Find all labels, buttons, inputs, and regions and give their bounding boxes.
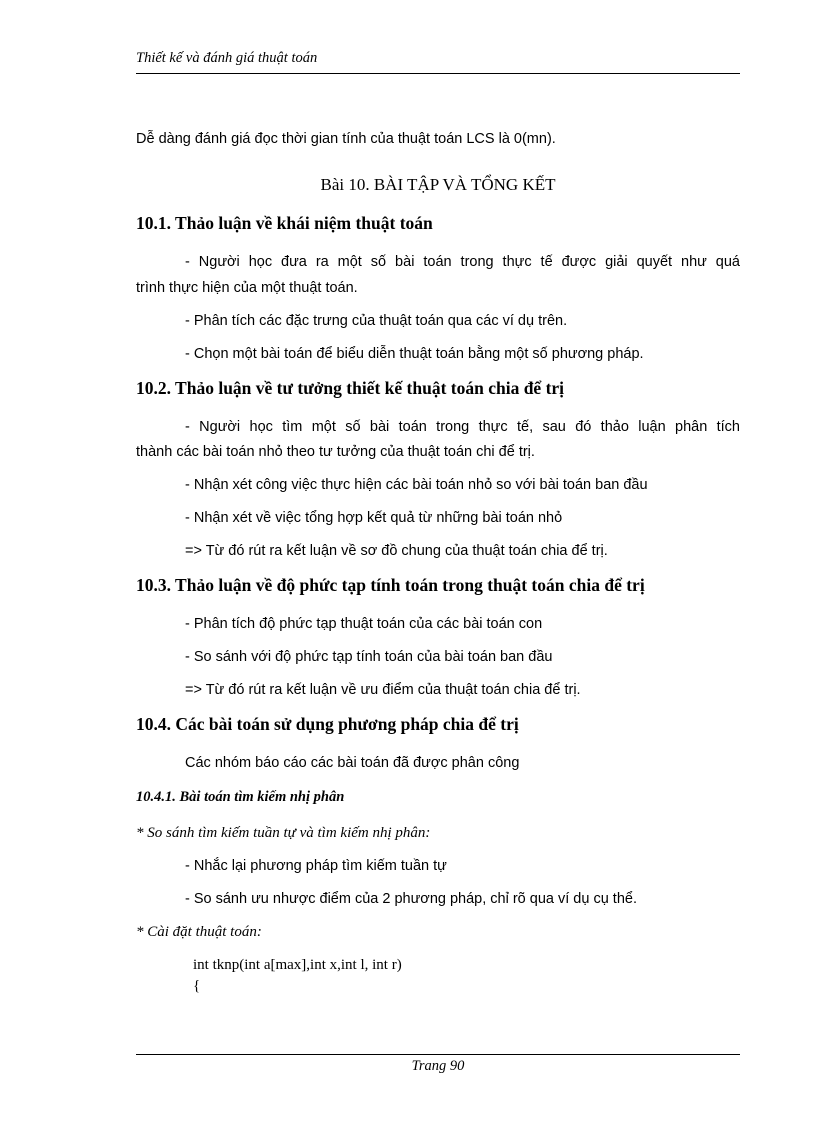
paragraph-line: trình thực hiện của một thuật toán. (136, 280, 358, 296)
section-heading-10-1: 10.1. Thảo luận về khái niệm thuật toán (136, 213, 433, 233)
paragraph-line: - Người học đưa ra một số bài toán trong thực tế được giải quyết như quá (185, 254, 740, 270)
section-heading-10-4: 10.4. Các bài toán sử dụng phương pháp chia để trị (136, 714, 519, 734)
section-heading-10-3: 10.3. Thảo luận về độ phức tạp tính toán trong thuật toán chia để trị (136, 575, 645, 595)
code-line: { (193, 978, 201, 994)
section-heading-10-2: 10.2. Thảo luận về tư tưởng thiết kế thuật toán chia để trị (136, 378, 565, 398)
paragraph-line: thành các bài toán nhỏ theo tư tưởng của thuật toán chi để trị. (136, 444, 535, 460)
running-header: Thiết kế và đánh giá thuật toán (136, 50, 318, 66)
paragraph-line: - Chọn một bài toán để biểu diễn thuật toán bằng một số phương pháp. (185, 346, 644, 362)
footer-rule (136, 1054, 740, 1055)
paragraph-line: - Phân tích các đặc trưng của thuật toán qua các ví dụ trên. (185, 313, 568, 329)
implementation-label: * Cài đặt thuật toán: (136, 924, 262, 940)
page-number: Trang 90 (411, 1058, 465, 1074)
paragraph-line: - Phân tích độ phức tạp thuật toán của các bài toán con (185, 616, 543, 632)
header-rule (136, 73, 740, 74)
paragraph-line: - Người học tìm một số bài toán trong thực tế, sau đó thảo luận phân tích (185, 419, 740, 435)
paragraph-line: => Từ đó rút ra kết luận về ưu điểm của thuật toán chia để trị. (185, 682, 581, 698)
code-line: int tknp(int a[max],int x,int l, int r) (193, 957, 402, 973)
paragraph-line: => Từ đó rút ra kết luận về sơ đồ chung của thuật toán chia để trị. (185, 543, 608, 559)
paragraph-line: - So sánh với độ phức tạp tính toán của bài toán ban đầu (185, 649, 553, 665)
paragraph-line: - Nhận xét về việc tổng hợp kết quả từ những bài toán nhỏ (185, 510, 563, 526)
paragraph-line: - Nhắc lại phương pháp tìm kiếm tuần tự (185, 858, 447, 874)
chapter-title: Bài 10. BÀI TẬP VÀ TỔNG KẾT (320, 175, 556, 194)
paragraph-line: - Nhận xét công việc thực hiện các bài toán nhỏ so với bài toán ban đầu (185, 477, 648, 493)
compare-label: * So sánh tìm kiếm tuần tự và tìm kiếm nhị phân: (136, 825, 431, 841)
intro-paragraph: Dễ dàng đánh giá đọc thời gian tính của thuật toán LCS là 0(mn). (136, 131, 556, 147)
paragraph-line: Các nhóm báo cáo các bài toán đã được phân công (185, 755, 520, 771)
paragraph-line: - So sánh ưu nhược điểm của 2 phương pháp, chỉ rõ qua ví dụ cụ thể. (185, 891, 637, 907)
subsection-heading-10-4-1: 10.4.1. Bài toán tìm kiếm nhị phân (136, 789, 345, 805)
